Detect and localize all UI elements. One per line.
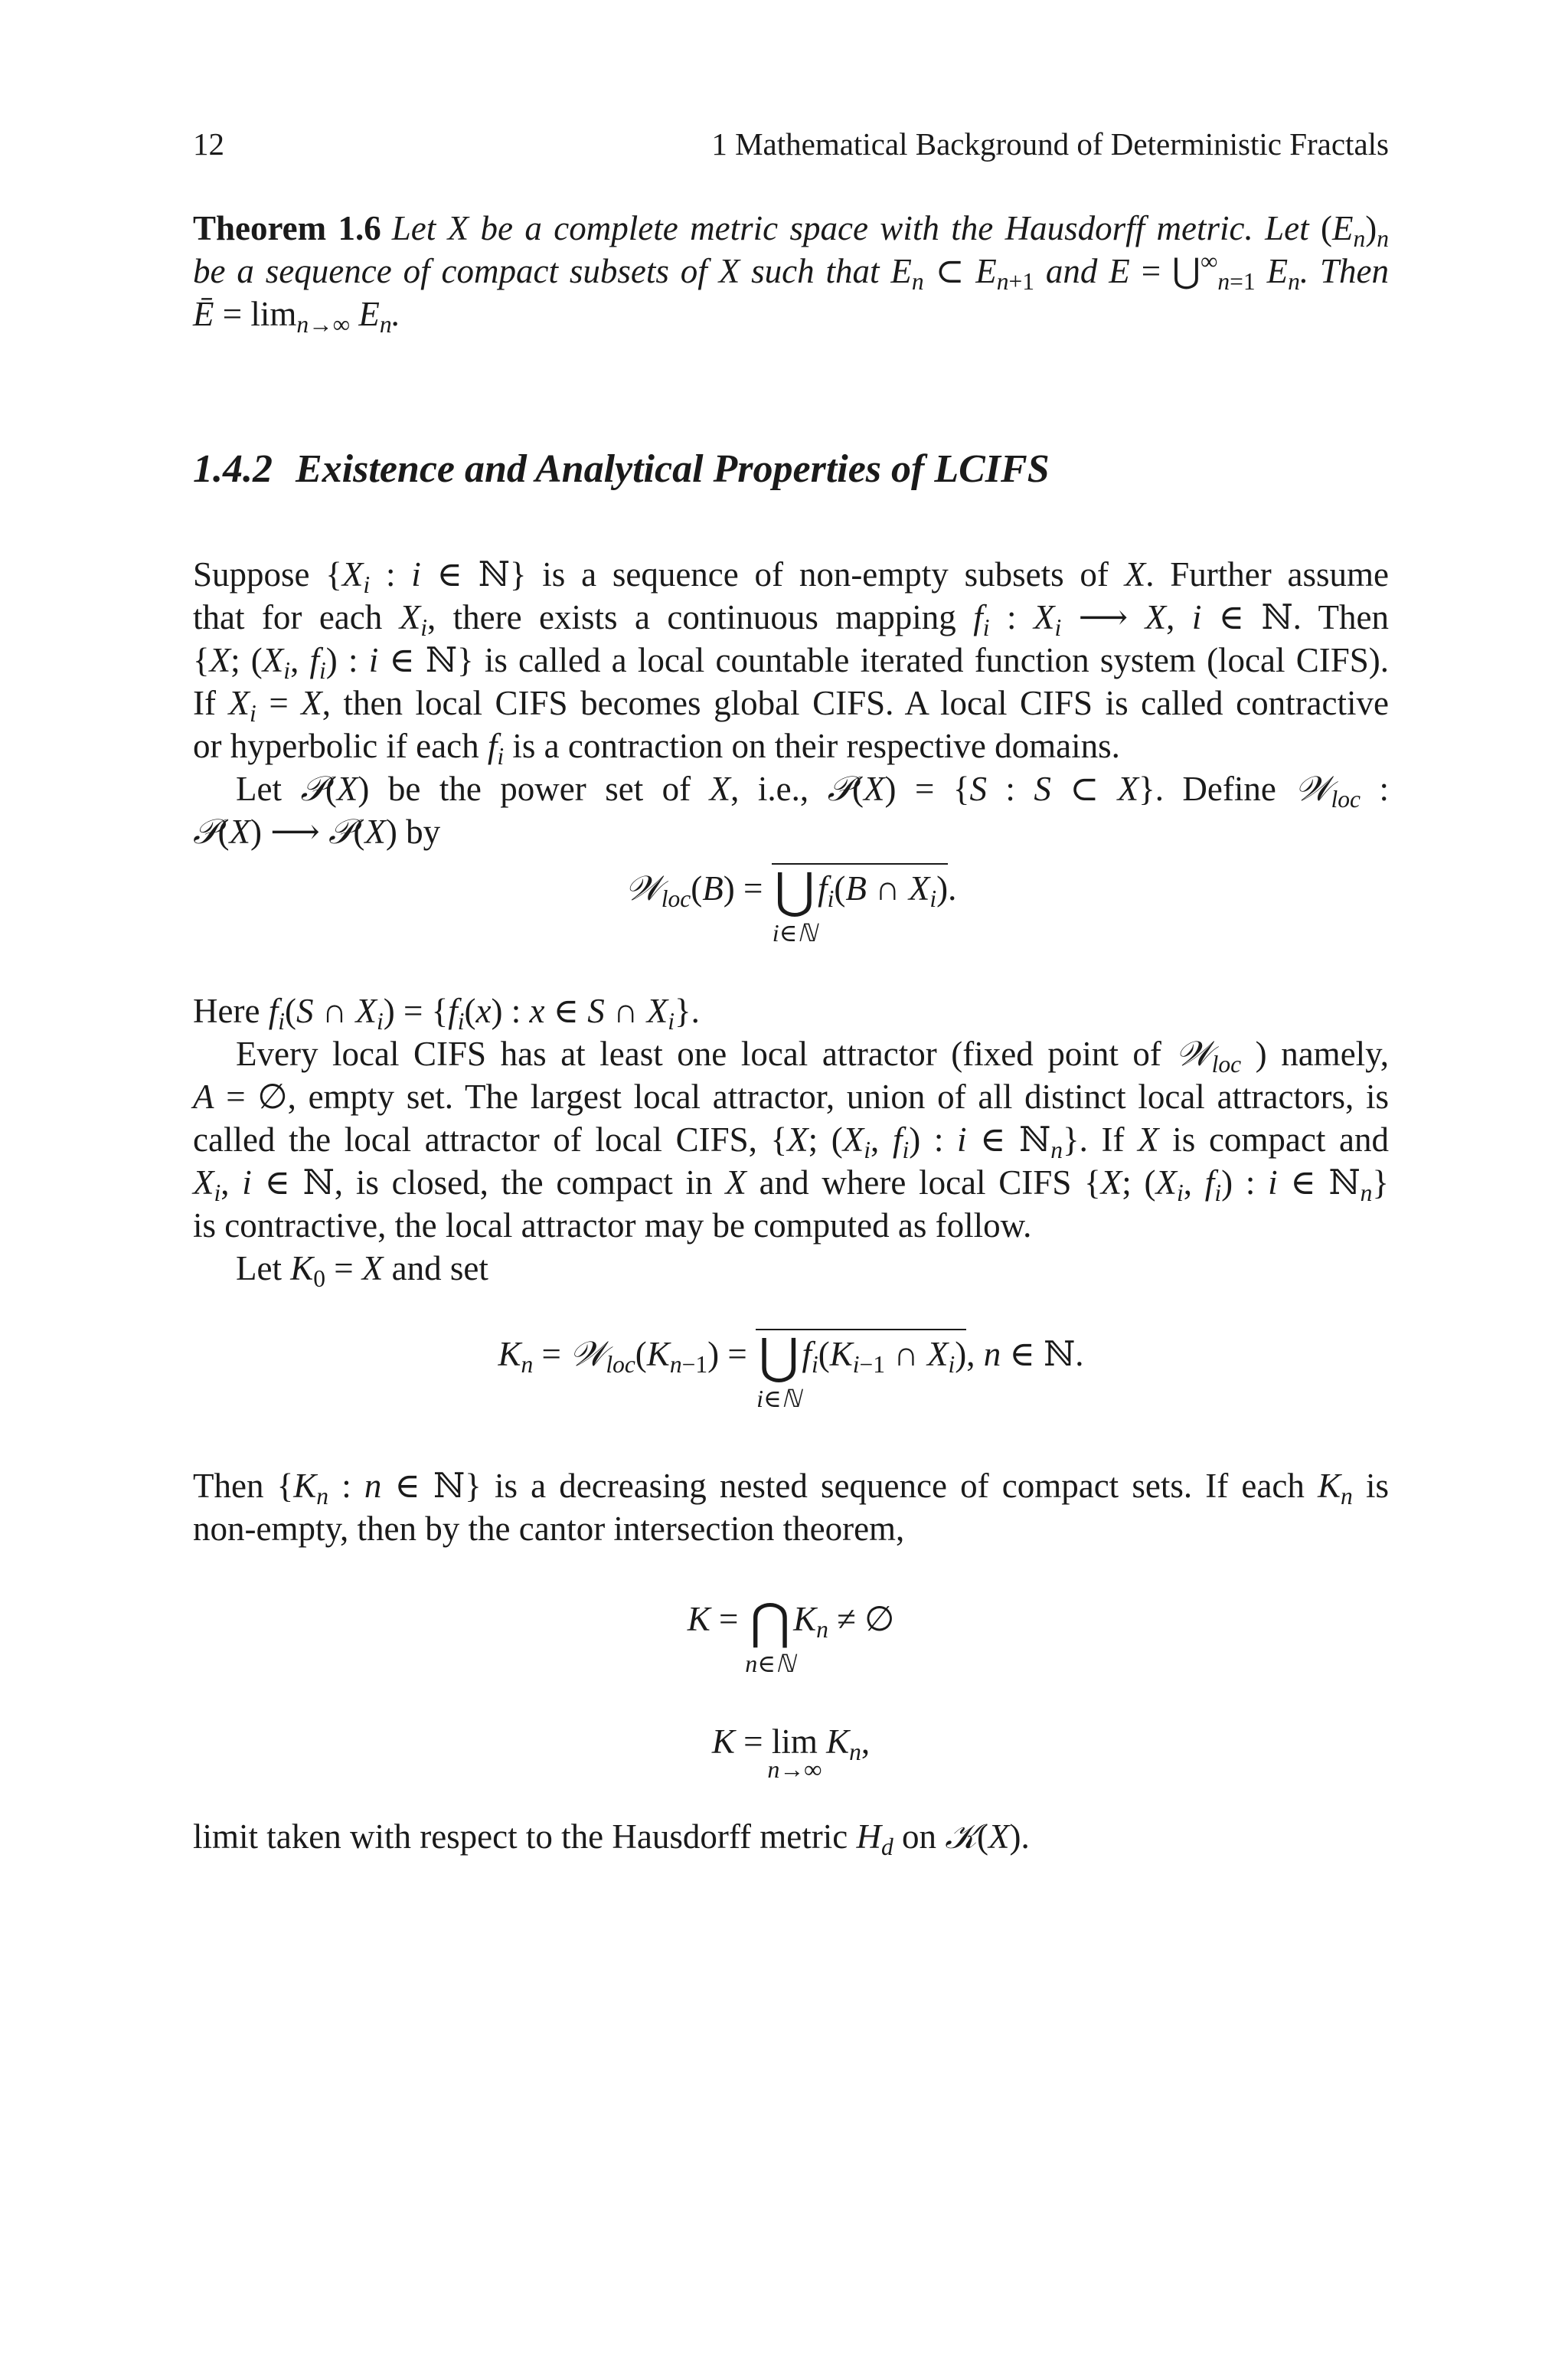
chapter-title: 1 Mathematical Background of Deterministic Fractals	[711, 126, 1389, 162]
theorem-line-3: Ē = $\lim_{n\to\infty} E_n$.	[193, 295, 400, 338]
para4-line-1: Every local CIFS has at least one local attractor (fixed point of 𝒲$_{loc}$ ) namely,	[236, 1033, 1389, 1078]
para1-line-2: that for each $X_i$, there exists a continuous mapping $f_i$ : $X_i$ ⟶ X, i ∈ ℕ. Then	[193, 598, 1389, 641]
para5-line-1: Let $K_0 = X$ and set	[236, 1249, 488, 1292]
paragraph-k0	[193, 1247, 1389, 1290]
section-heading	[193, 444, 1389, 495]
paragraph-image-of-set	[193, 989, 1389, 1035]
para2-line-2: 𝒫(X) ⟶ 𝒫(X) by	[193, 811, 441, 852]
paragraph-local-attractor	[193, 1032, 1389, 1247]
paragraph-hausdorff-limit	[193, 1815, 1389, 1858]
paragraph-power-set	[193, 767, 1389, 853]
equation-limit: K = lim n→∞ $K_n$,	[711, 1722, 871, 1783]
para6-line-1: Then {$K_n$ : n ∈ ℕ} is a decreasing nested sequence of compact sets. If each $K_n$ is	[193, 1467, 1389, 1510]
theorem-line-1: Theorem 1.6 Let X be a complete metric space with the Hausdorff metric. Let $(E_n)_n$	[193, 209, 1389, 252]
para6-line-2: non-empty, then by the cantor intersection theorem,	[193, 1510, 905, 1548]
paragraph-local-cifs-definition	[193, 553, 1389, 770]
para2-line-1: Let 𝒫(X) be the power set of X, i.e., 𝒫(X) = {S : S ⊂ X}. Define 𝒲$_{loc}$ :	[236, 768, 1389, 813]
para7-line-1: limit taken with respect to the Hausdorff metric $H_d$ on 𝒦(X).	[193, 1816, 1030, 1860]
para1-line-4: If $X_i = X$, then local CIFS becomes global CIFS. A local CIFS is called contractive	[193, 684, 1389, 727]
section-title: Existence and Analytical Properties of LCIFS	[296, 447, 1050, 491]
para1-line-3: {X; ($X_i$, $f_i$) : i ∈ ℕ} is called a local countable iterated function system (local CIFS).	[193, 641, 1389, 684]
para1-line-5: or hyperbolic if each $f_i$ is a contraction on their respective domains.	[193, 727, 1120, 770]
para4-line-5: is contractive, the local attractor may be computed as follow.	[193, 1206, 1032, 1245]
para4-line-3: called the local attractor of local CIFS, {X; ($X_i$, $f_i$) : i ∈ ℕ$_n$}. If X is compact and	[193, 1120, 1389, 1163]
running-head	[193, 123, 1389, 165]
theorem-1-6	[193, 207, 1390, 338]
para4-line-4: $X_i$, i ∈ ℕ, is closed, the compact in X and where local CIFS {X; ($X_i$, $f_i$) : i ∈ ℕ$_n$}	[193, 1163, 1389, 1206]
equation-intersection: K = ⋂ n∈ℕ $K_n$ ≠ ∅	[687, 1595, 895, 1677]
equation-k-n: $K_n$ = $𝒲_{loc}(K_{n-1})$ = ⋃ i∈ℕ $f_i(K_{i-1}$ ∩ $X_i$), n ∈ ℕ.	[498, 1330, 1084, 1412]
para4-line-2: A = ∅, empty set. The largest local attractor, union of all distinct local attractors, is	[193, 1078, 1389, 1116]
section-number: 1.4.2	[193, 447, 273, 491]
paragraph-nested-sequence	[193, 1464, 1389, 1550]
para1-line-1: Suppose {$X_i$ : i ∈ ℕ} is a sequence of non-empty subsets of X. Further assume	[193, 555, 1389, 598]
theorem-line-2: be a sequence of compact subsets of X such that $E_n$ ⊂ $E_{n+1}$ and $E = ⋃^\infty_{n=1}$ $E_n$. Then	[193, 247, 1390, 295]
page-number: 12	[193, 126, 224, 162]
theorem-label: Theorem 1.6	[193, 209, 381, 247]
equation-w-loc: 𝒲$_{loc}$(B) = ⋃ i∈ℕ $f_i(B$ ∩ $X_i$).	[625, 864, 957, 947]
para3-line-1: Here $f_i(S$ ∩ $X_i) = \{f_i(x)$ : x ∈ S ∩ $X_i$}.	[193, 992, 700, 1035]
